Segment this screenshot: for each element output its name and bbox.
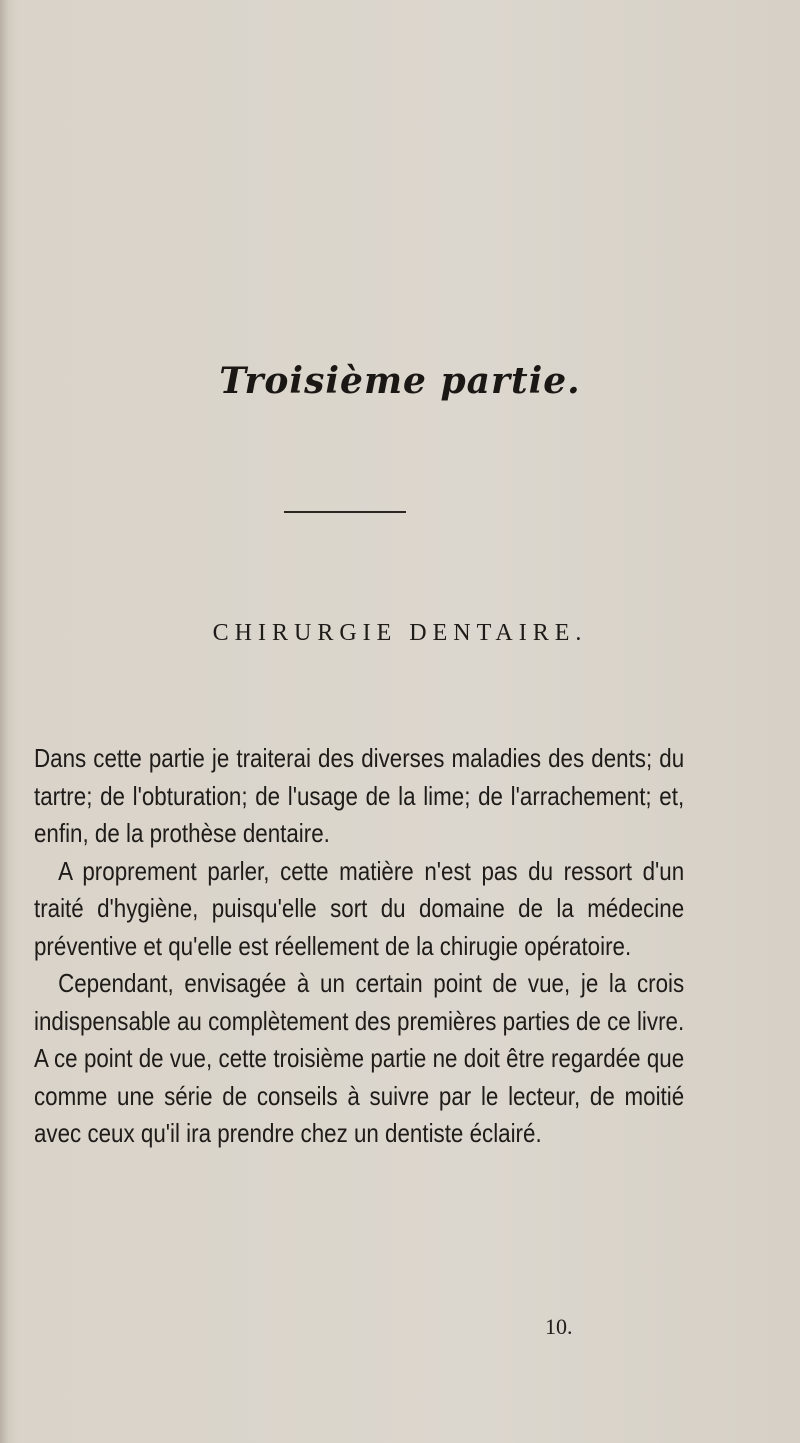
title-divider xyxy=(284,511,406,513)
part-title: Troisième partie. xyxy=(219,360,581,402)
page-binding-edge xyxy=(0,0,10,1443)
body-text xyxy=(34,740,685,1153)
paragraph-3: Cependant, envisagée à un certain point de vue, je la crois indispensable au complètement des premières parties de ce livre. A ce point de vue, cette troisième partie ne doit être regardée que comme une série de conseils à suivre par le lecteur, de moitié avec ceux qu'il ira prendre chez un dentiste éclairé. xyxy=(34,968,685,1148)
paragraph-1: Dans cette partie je traiterai des diverses maladies des dents; du tartre; de l'obturation; de l'usage de la lime; de l'arrachement; et, enfin, de la prothèse dentaire. xyxy=(34,743,685,848)
page-number: 10. xyxy=(545,1314,573,1339)
paragraph-2: A proprement parler, cette matière n'est pas du ressort d'un traité d'hygiène, puisqu'elle sort du domaine de la médecine préventive et qu'elle est réellement de la chirugie opératoire. xyxy=(34,855,685,961)
section-title: CHIRURGIE DENTAIRE. xyxy=(212,620,588,646)
